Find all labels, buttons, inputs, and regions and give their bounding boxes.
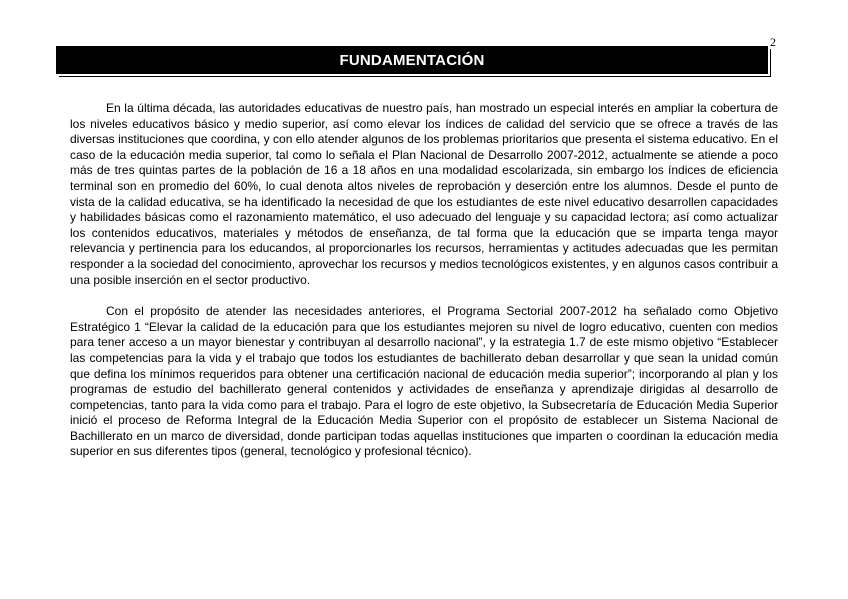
paragraph-2: Con el propósito de atender las necesidades anteriores, el Programa Sectorial 2007-2012 ha señalado como Objetivo Estratégico 1 “Elevar la calidad de la educación para que los estudiantes mejoren su nivel de logro educativo, cuenten con medios para tener acceso a un mayor bienestar y contribuyan al desarrollo nacional”, y la estrategia 1.7 de este mismo objetivo “Establecer las competencias para la vida y el trabajo que todos los estudiantes de bachillerato deban desarrollar y que sean la unidad común que defina los mínimos requeridos para obtener una certificación nacional de educación media superior”; incorporando al plan y los programas de estudio del bachillerato general contenidos y actividades de enseñanza y aprendizaje dirigidas al desarrollo de competencias, tanto para la vida como para el trabajo. Para el logro de este objetivo, la Subsecretaría de Educación Media Superior inició el proceso de Reforma Integral de la Educación Media Superior con el propósito de establecer un Sistema Nacional de Bachillerato en un marco de diversidad, donde participan todas aquellas instituciones que imparten o coordinan la educación media superior en sus diferentes tipos (general, tecnológico y profesional técnico). [70, 304, 778, 459]
section-title: FUNDAMENTACIÓN [339, 51, 485, 69]
paragraph-1: En la última década, las autoridades educativas de nuestro país, han mostrado un especial interés en ampliar la cobertura de los niveles educativos básico y medio superior, así como elevar los índices de calidad del servicio que se ofrece a través de las diversas instituciones que coordina, y con ello atender algunos de los problemas prioritarios que presenta el sistema educativo. En el caso de la educación media superior, tal como lo señala el Plan Nacional de Desarrollo 2007-2012, actualmente se atiende a poco más de tres quintas partes de la población de 16 a 18 años en una modalidad escolarizada, sin embargo los índices de eficiencia terminal son en promedio del 60%, lo cual denota altos niveles de reprobación y deserción entre los alumnos. Desde el punto de vista de la calidad educativa, se ha identificado la necesidad de que los estudiantes de este nivel educativo desarrollen capacidades y habilidades básicas como el razonamiento matemático, el uso adecuado del lenguaje y su capacidad lectora; así como actualizar los contenidos educativos, materiales y métodos de enseñanza, de tal forma que la educación que se imparta tenga mayor relevancia y pertinencia para los educandos, al proporcionarles los recursos, herramientas y actitudes adecuadas que les permitan responder a la sociedad del conocimiento, aprovechar los recursos y medios tecnológicos existentes, y en algunos casos contribuir a una posible inserción en el sector productivo. [70, 101, 778, 287]
section-title-bar [56, 46, 768, 74]
page-number: 2 [770, 35, 776, 49]
document-body [70, 101, 778, 476]
